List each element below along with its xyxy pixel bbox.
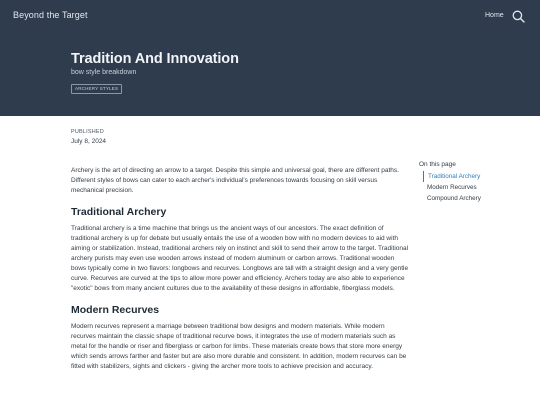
table-of-contents [419,161,534,204]
article-body [71,166,409,381]
toc-item-modern-recurves[interactable]: Modern Recurves [427,184,477,191]
section-body-traditional-archery: Traditional archery is a time machine that brings us the ancient ways of our ancestors. The exact definition of traditional archery is up for debate but usually entails the use of a wooden bow with no modern devices to aid with aiming or stabilization. Instead, traditional archers rely on instinct and skill to send their arrow to the target. Traditional archery purists may even use wooden arrows instead of modern aluminum or carbon arrows. Traditional wooden bows typically come in two flavors: longbows and recurves. Longbows are tall with a straight design and a very gentle curve. Recurves are curved at the tips to allow more power and efficiency. Archers today are also able to experience "exotic" bows from many ancient cultures due to the availability of these designs in affordable, fiberglass models. [71,225,409,292]
category-tag[interactable]: ARCHERY STYLES [71,84,122,94]
page-header [0,0,540,116]
published-date: July 8, 2024 [71,138,107,145]
page-subtitle: bow style breakdown [71,69,137,76]
toc-list [419,171,534,204]
toc-item-compound-archery[interactable]: Compound Archery [427,195,481,202]
toc-item-traditional-archery[interactable]: Traditional Archery [423,171,534,182]
section-heading-traditional-archery: Traditional Archery [71,206,167,218]
toc-title: On this page [419,161,456,168]
site-title[interactable]: Beyond the Target [13,10,88,20]
page-title: Tradition And Innovation [71,51,239,67]
search-icon[interactable] [512,10,525,23]
section-body-modern-recurves: Modern recurves represent a marriage between traditional bow designs and modern materials. While modern recurves maintain the classic shape of traditional recurve bows, it integrates the use of modern materials such as metal for the handle or riser and fiberglass or carbon for limbs. These materials create bows that store more energy which sends arrows farther and faster but are also more durable and consistent. In addition, modern recurves can be fitted with stabilizers, sights and clickers - giving the archer more tools to achieve precision and accuracy. [71,323,407,370]
section-heading-modern-recurves: Modern Recurves [71,304,160,316]
published-label: PUBLISHED [71,129,104,135]
article-intro: Archery is the art of directing an arrow to a target. Despite this simple and universal goal, there are different paths. Different styles of bows can cater to each archer's individual's preferences towards focusing on skill versus mechanical precision. [71,167,399,194]
nav-home-link[interactable]: Home [485,12,504,19]
